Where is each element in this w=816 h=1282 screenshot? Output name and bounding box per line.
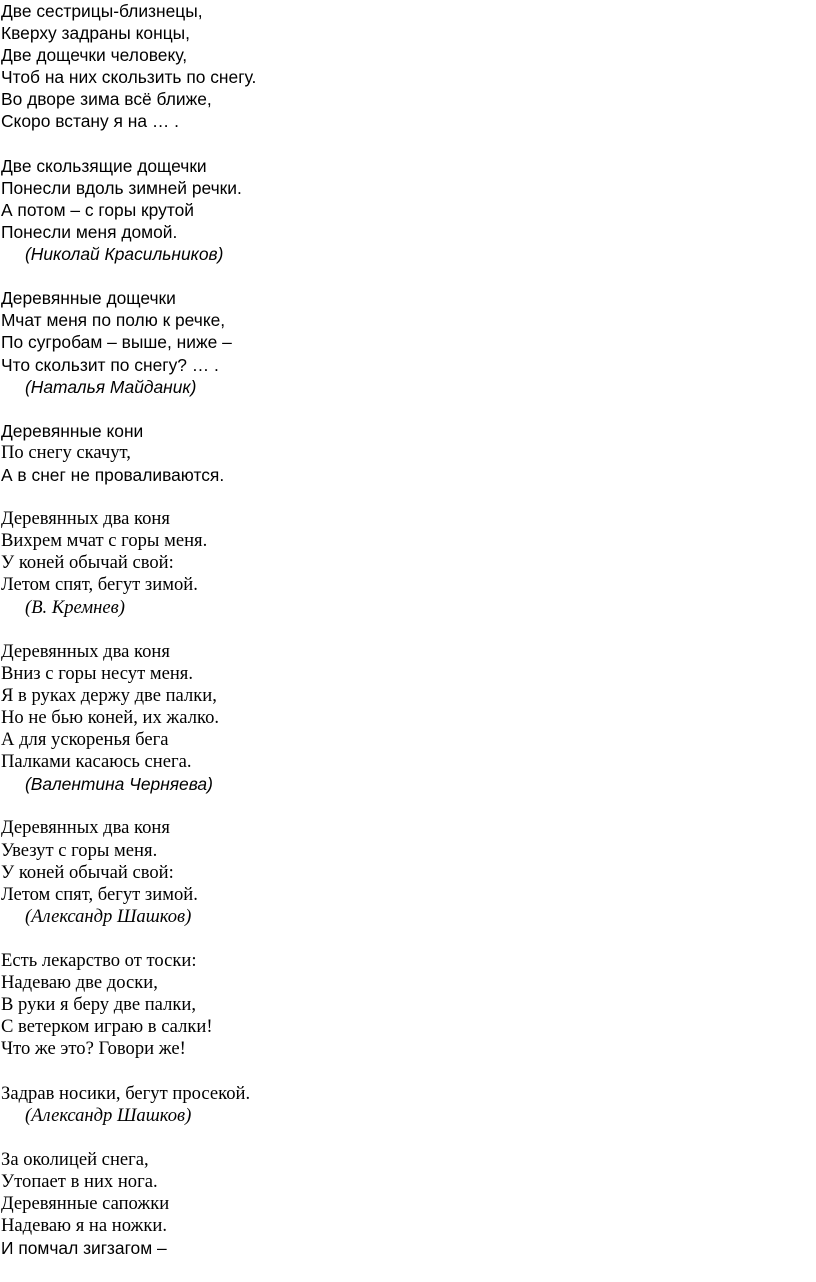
poem-line: Деревянных два коня [1,817,170,839]
poem-line: Скоро встану я на … . [1,111,179,132]
poem-line: Вихрем мчат с горы меня. [1,530,208,552]
blank-line [1,486,811,508]
poem-line: С ветерком играю в салки! [1,1016,213,1038]
poem-line: Деревянные кони [1,420,144,441]
poem-author: (Александр Шашков) [25,905,192,927]
poem-author: (Наталья Майданик) [25,376,197,397]
poem-line: Я в руках держу две палки, [1,684,217,706]
poem-line: А потом – с горы крутой [1,199,194,220]
poem-line: Деревянные дощечки [1,288,176,309]
poem-line: Что же это? Говори же! [1,1038,186,1060]
poem-line: Две скользящие дощечки [1,155,207,176]
poem-line: Деревянных два коня [1,508,170,530]
poem-author: (Николай Красильников) [25,244,224,265]
poem-line: Мчат меня по полю к речке, [1,310,226,331]
poem-line: У коней обычай свой: [1,861,174,883]
poem-line: Надеваю я на ножки. [1,1215,168,1237]
poem-line: Вниз с горы несут меня. [1,662,194,684]
poem-line: Две дощечки человеку, [1,45,188,66]
poem-line: По снегу скачут, [1,441,131,463]
blank-line [1,265,811,287]
poem-line: Задрав носики, бегут просекой. [1,1082,251,1104]
poem-author: (Валентина Черняева) [25,774,213,795]
poem-line: Деревянные сапожки [1,1193,170,1215]
poem-line: Две сестрицы-близнецы, [1,1,203,21]
document-body [1,0,811,1259]
poem-line: Понесли меня домой. [1,221,178,242]
poem-line: Летом спят, бегут зимой. [1,883,198,905]
poem-line: Палками касаюсь снега. [1,751,192,773]
blank-line [1,928,811,950]
poem-line: В руки я беру две палки, [1,994,197,1016]
poem-line: Но не бью коней, их жалко. [1,707,220,728]
blank-line [1,398,811,420]
poem-line: Есть лекарство от тоски: [1,950,197,972]
poem-line: Во дворе зима всё ближе, [1,89,212,110]
poem-line: Надеваю две доски, [1,972,158,994]
blank-line [1,1061,811,1083]
poem-line: За околицей снега, [1,1148,149,1170]
poem-line: Деревянных два коня [1,640,170,662]
poem-line: Что скользит по снегу? … . [1,354,219,375]
poem-line: А для ускоренья бега [1,729,169,751]
poem-line: Понесли вдоль зимней речки. [1,177,242,198]
blank-line [1,795,811,817]
poem-line: Утопает в них нога. [1,1170,158,1192]
poem-line: Летом спят, бегут зимой. [1,574,198,596]
poem-line: По сугробам – выше, ниже – [1,332,232,353]
blank-line [1,619,811,641]
poem-author: (В. Кремнев) [25,596,125,618]
poem-line: Кверху задраны концы, [1,23,190,44]
blank-line [1,1127,811,1149]
poem-author: (Александр Шашков) [25,1104,192,1126]
poem-line: А в снег не проваливаются. [1,464,225,485]
poem-line: У коней обычай свой: [1,552,174,574]
poem-line: И помчал зигзагом – [1,1238,167,1259]
poem-line: Увезут с горы меня. [1,839,158,861]
blank-line [1,133,811,155]
poem-line: Чтоб на них скользить по снегу. [1,67,257,88]
